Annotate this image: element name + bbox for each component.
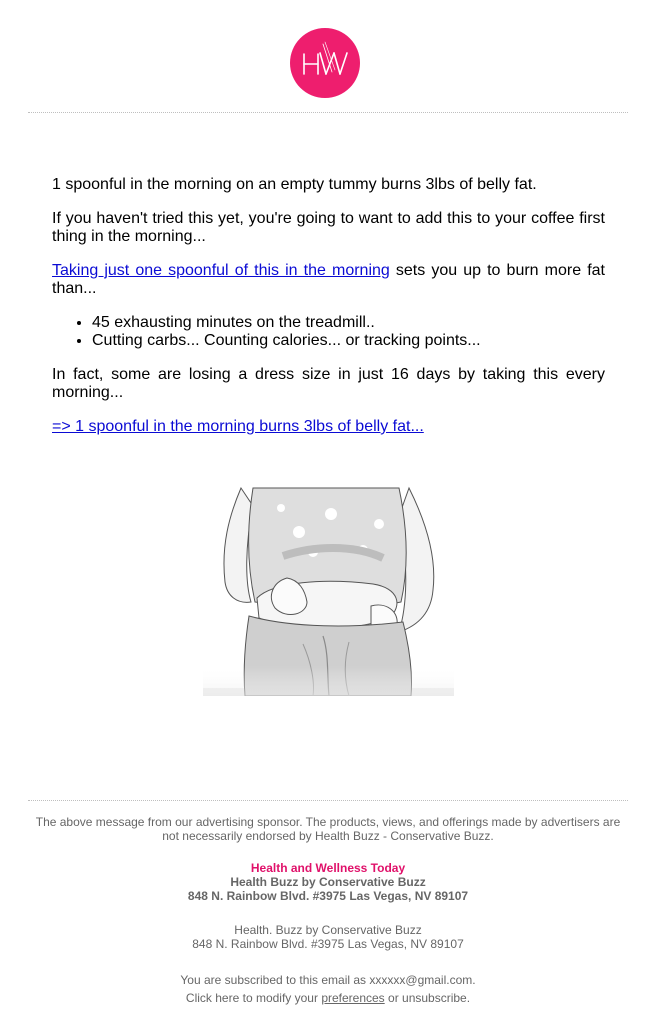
list-item: • Cutting carbs... Counting calories... or tracking points... bbox=[92, 332, 605, 350]
company-name: Health. Buzz by Conservative Buzz bbox=[234, 923, 422, 937]
belly-illustration[interactable] bbox=[203, 486, 454, 696]
company-name-bold: Health Buzz by Conservative Buzz bbox=[230, 875, 426, 889]
modify-line bbox=[28, 989, 628, 1007]
sponsor-disclaimer: The above message from our advertising sponsor. The products, views, and offerings made by advertisers are not necessarily endorsed by Health Buzz - Conservative Buzz. bbox=[35, 815, 621, 843]
preferences-link[interactable]: preferences bbox=[321, 991, 385, 1005]
cta-link[interactable]: => 1 spoonful in the morning burns 3lbs of belly fat... bbox=[52, 418, 424, 435]
bottom-divider bbox=[28, 800, 628, 801]
sender-block bbox=[28, 861, 628, 903]
footer bbox=[28, 815, 628, 1007]
hw-logo[interactable] bbox=[290, 28, 360, 98]
brand-name: Health and Wellness Today bbox=[250, 861, 406, 875]
company-block bbox=[28, 923, 628, 951]
dress-size-paragraph: In fact, some are losing a dress size in just 16 days by taking this every morning... bbox=[52, 366, 605, 401]
belly-illustration-image bbox=[203, 486, 454, 696]
spoonful-paragraph-rest: sets you up to burn more fat than... bbox=[52, 262, 605, 297]
address-bold: 848 N. Rainbow Blvd. #3975 Las Vegas, NV 89107 bbox=[187, 889, 469, 903]
subscription-block bbox=[28, 971, 628, 1007]
subscribed-notice: You are subscribed to this email as xxxxxx@gmail.com. bbox=[180, 973, 476, 987]
spoonful-link[interactable]: Taking just one spoonful of this in the morning bbox=[52, 262, 390, 279]
spoonful-paragraph bbox=[52, 262, 605, 298]
modify-suffix: or unsubscribe. bbox=[384, 991, 471, 1005]
modify-prefix: Click here to modify your bbox=[185, 991, 322, 1005]
list-item: • 45 exhausting minutes on the treadmill.. bbox=[92, 314, 605, 332]
intro-text: 1 spoonful in the morning on an empty tummy burns 3lbs of belly fat. bbox=[52, 176, 537, 193]
email-body bbox=[52, 176, 605, 452]
logo-container bbox=[0, 28, 649, 98]
company-address: 848 N. Rainbow Blvd. #3975 Las Vegas, NV 89107 bbox=[192, 937, 464, 951]
cta-paragraph bbox=[52, 418, 605, 436]
top-divider bbox=[28, 112, 628, 113]
coffee-paragraph: If you haven't tried this yet, you're going to want to add this to your coffee first thing in the morning... bbox=[52, 210, 605, 245]
hw-logo-icon bbox=[290, 28, 360, 98]
bullet-list bbox=[92, 314, 605, 350]
